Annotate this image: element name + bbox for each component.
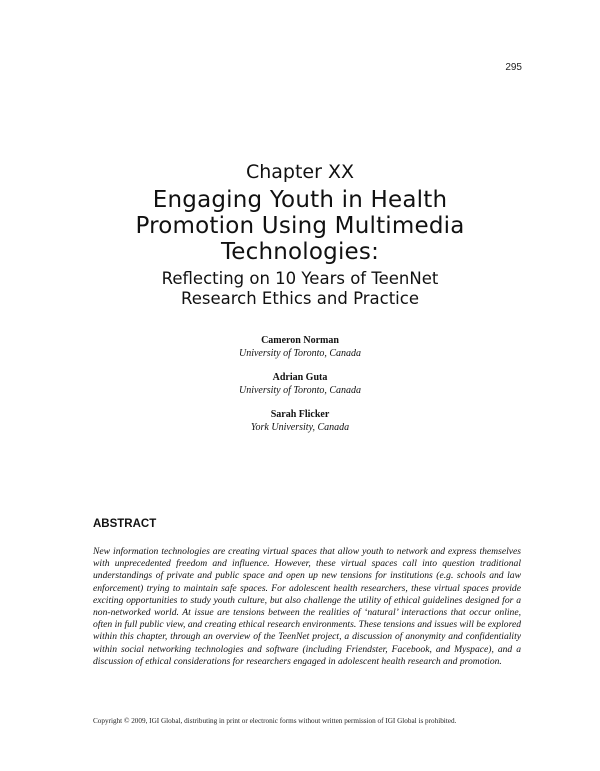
author-name: Cameron Norman [261, 335, 339, 346]
abstract-body: New information technologies are creating virtual spaces that allow youth to network and express themselves with unprecedented freedom and influence. However, these virtual spaces call into question traditional understandings of private and public space and open up new tensions for institutions (e.g. schools and law enforcement) trying to maintain safe spaces. For adolescent health researchers, these virtual spaces provide exciting opportunities to study youth culture, but also challenge the utility of ethical guidelines designed for a non-networked world. At issue are tensions between the realities of ‘natural’ interactions that occur online, often in full public view, and creating ethical research environments. These tensions and issues will be explored within this chapter, through an overview of the TeenNet project, a discussion of anonymity and confidentiality within social networking technologies and software (including Friendster, Facebook, and Myspace), and a discussion of ethical considerations for researchers engaged in adolescent health research and promotion. [93, 546, 521, 667]
author-entry [0, 408, 600, 434]
author-name: Adrian Guta [272, 372, 328, 383]
author-affiliation: York University, Canada [250, 422, 350, 433]
author-entry [0, 334, 600, 360]
chapter-label: Chapter XX [245, 161, 355, 183]
author-entry [0, 371, 600, 397]
chapter-title [0, 187, 600, 265]
author-name: Sarah Flicker [270, 409, 330, 420]
title-block [0, 160, 600, 308]
chapter-title-line: Technologies: [220, 239, 380, 265]
page-number: 295 [505, 62, 522, 73]
abstract-heading: ABSTRACT [93, 518, 157, 530]
chapter-title-line: Promotion Using Multimedia [135, 213, 465, 239]
chapter-subtitle-line: Reflecting on 10 Years of TeenNet [161, 269, 439, 288]
copyright-notice: Copyright © 2009, IGI Global, distributing in print or electronic forms without written permission of IGI Global is prohibited. [93, 717, 457, 725]
author-affiliation: University of Toronto, Canada [238, 348, 362, 359]
chapter-subtitle [0, 269, 600, 308]
author-affiliation: University of Toronto, Canada [238, 385, 362, 396]
author-list [0, 334, 600, 445]
chapter-subtitle-line: Research Ethics and Practice [181, 288, 419, 308]
chapter-title-line: Engaging Youth in Health [152, 187, 448, 213]
